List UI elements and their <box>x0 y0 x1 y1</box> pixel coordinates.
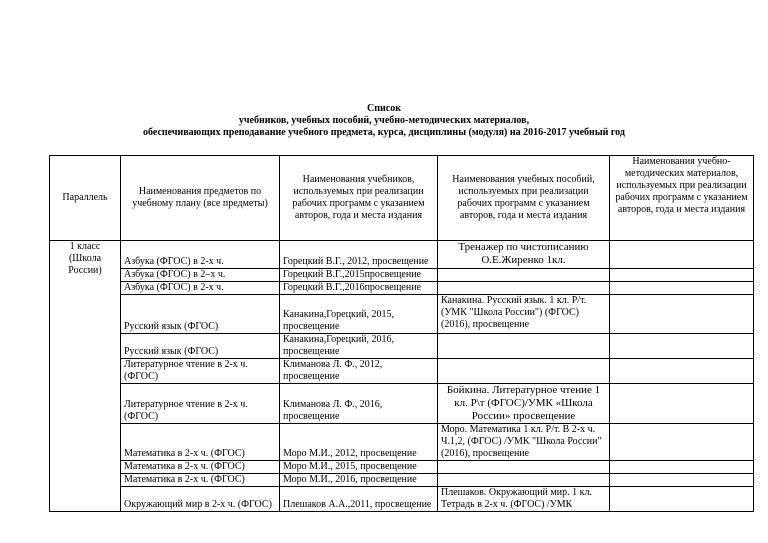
subject-cell: Литературное чтение в 2-х ч. (ФГОС) <box>121 384 280 424</box>
table-header-row <box>50 156 754 241</box>
header-materials: Наименования учебно-методических материалов, используемых при реализации рабочих программ с указанием авторов, года и места издания <box>610 156 754 241</box>
aid-cell <box>438 359 610 384</box>
subject-cell: Математика в 2-х ч. (ФГОС) <box>121 474 280 487</box>
materials-cell <box>610 384 754 424</box>
doc-subtitle-line2: обеспечивающих преподавание учебного предмета, курса, дисциплины (модуля) на 2016-2017 учебный год <box>143 127 625 138</box>
materials-cell <box>610 359 754 384</box>
subject-cell: Математика в 2-х ч. (ФГОС) <box>121 461 280 474</box>
materials-cell <box>610 241 754 269</box>
aid-cell: Бойкина. Литературное чтение 1 кл. Р\т (ФГОС)/УМК «Школа России» просвещение <box>438 384 610 424</box>
doc-subtitle-line1: учебников, учебных пособий, учебно-методических материалов, <box>238 115 530 126</box>
table-row <box>50 424 754 461</box>
textbook-cell: Моро М.И., 2012, просвещение <box>280 424 438 461</box>
materials-cell <box>610 295 754 334</box>
header-subjects: Наименования предметов по учебному плану (все предметы) <box>121 156 280 241</box>
table-row <box>50 487 754 512</box>
aid-cell <box>438 282 610 295</box>
textbook-cell: Горецкий В.Г., 2012, просвещение <box>280 241 438 269</box>
textbooks-table <box>49 155 754 512</box>
aid-cell <box>438 269 610 282</box>
materials-cell <box>610 269 754 282</box>
textbook-cell: Моро М.И., 2016, просвещение <box>280 474 438 487</box>
textbook-cell: Климанова Л. Ф., 2012, просвещение <box>280 359 438 384</box>
materials-cell <box>610 487 754 512</box>
aid-cell: Канакина. Русский язык. 1 кл. Р/т. (УМК "Школа России") (ФГОС) (2016), просвещение <box>438 295 610 334</box>
table-row <box>50 295 754 334</box>
header-aids: Наименования учебных пособий, используемых при реализации рабочих программ с указанием авторов, года и места издания <box>438 156 610 241</box>
subject-cell: Русский язык (ФГОС) <box>121 334 280 359</box>
textbook-cell: Моро М.И., 2015, просвещение <box>280 461 438 474</box>
textbook-cell: Горецкий В.Г.,2016просвещение <box>280 282 438 295</box>
table-row <box>50 334 754 359</box>
materials-cell <box>610 461 754 474</box>
table-row <box>50 474 754 487</box>
table-row <box>50 359 754 384</box>
header-parallel: Параллель <box>50 156 121 241</box>
aid-cell <box>438 474 610 487</box>
textbook-cell: Канакина,Горецкий, 2016, просвещение <box>280 334 438 359</box>
table-row <box>50 461 754 474</box>
subject-cell: Русский язык (ФГОС) <box>121 295 280 334</box>
materials-cell <box>610 424 754 461</box>
textbook-cell: Горецкий В.Г.,2015просвещение <box>280 269 438 282</box>
table-row <box>50 384 754 424</box>
aid-cell: Плешаков. Окружающий мир. 1 кл. Тетрадь в 2-х ч. (ФГОС) /УМК <box>438 487 610 512</box>
subject-cell: Азбука (ФГОС) в 2-х ч. <box>121 241 280 269</box>
table-row <box>50 269 754 282</box>
subject-cell: Окружающий мир в 2-х ч. (ФГОС) <box>121 487 280 512</box>
aid-cell <box>438 334 610 359</box>
subject-cell: Литературное чтение в 2-х ч. (ФГОС) <box>121 359 280 384</box>
header-textbooks: Наименования учебников, используемых при реализации рабочих программ с указанием авторов, года и места издания <box>280 156 438 241</box>
table-row <box>50 241 754 269</box>
aid-cell: Тренажер по чистописанию О.Е.Жиренко 1кл. <box>438 241 610 269</box>
textbook-cell: Климанова Л. Ф., 2016, просвещение <box>280 384 438 424</box>
subject-cell: Азбука (ФГОС) в 2–х ч. <box>121 269 280 282</box>
materials-cell <box>610 282 754 295</box>
table-row <box>50 282 754 295</box>
materials-cell <box>610 474 754 487</box>
subject-cell: Математика в 2-х ч. (ФГОС) <box>121 424 280 461</box>
grade-cell: 1 класс (Школа России) <box>50 241 121 512</box>
textbook-cell: Плешаков А.А.,2011, просвещение <box>280 487 438 512</box>
aid-cell <box>438 461 610 474</box>
aid-cell: Моро. Математика 1 кл. Р/т. В 2-х ч. Ч.1,2, (ФГОС) /УМК "Школа России" (2016), просвещение <box>438 424 610 461</box>
materials-cell <box>610 334 754 359</box>
textbook-cell: Канакина,Горецкий, 2015, просвещение <box>280 295 438 334</box>
subject-cell: Азбука (ФГОС) в 2-х ч. <box>121 282 280 295</box>
doc-title: Список <box>367 103 401 114</box>
